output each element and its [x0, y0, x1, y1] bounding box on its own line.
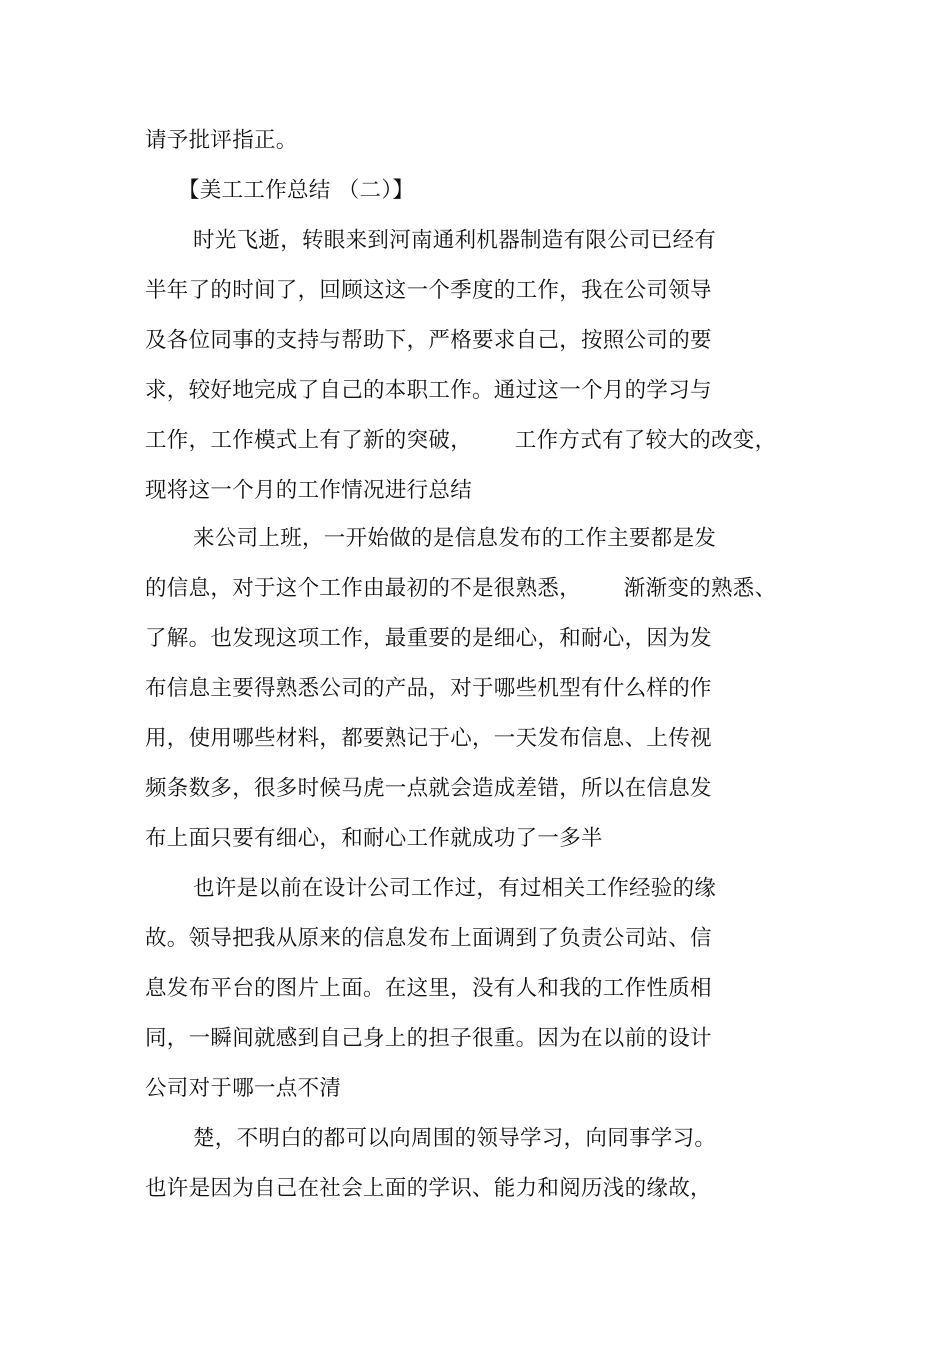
text-line: 的信息，对于这个工作由最初的不是很熟悉， 渐渐变的熟悉、: [145, 576, 777, 601]
text-line: 同，一瞬间就感到自己身上的担子很重。因为在以前的设计: [145, 1026, 712, 1051]
text-line: 用，使用哪些材料，都要熟记于心，一天发布信息、上传视: [145, 726, 712, 751]
text-line: 楚，不明白的都可以向周围的领导学习，向同事学习。: [193, 1126, 717, 1151]
text-line: 半年了的时间了，回顾这这一个季度的工作，我在公司领导: [145, 278, 712, 303]
text-line: 息发布平台的图片上面。在这里，没有人和我的工作性质相: [145, 976, 712, 1001]
text-line: 现将这一个月的工作情况进行总结: [145, 478, 473, 503]
text-line: 请予批评指正。: [145, 128, 298, 153]
text-line: 公司对于哪一点不清: [145, 1076, 342, 1101]
text-line: 了解。也发现这项工作，最重要的是细心，和耐心，因为发: [145, 626, 712, 651]
text-line: 工作，工作模式上有了新的突破， 工作方式有了较大的改变，: [145, 428, 777, 453]
section-heading: 【美工工作总结 （二）】: [178, 178, 415, 203]
text-line: 布上面只要有细心，和耐心工作就成功了一多半: [145, 826, 603, 851]
text-line: 频条数多，很多时候马虎一点就会造成差错，所以在信息发: [145, 776, 712, 801]
text-line: 故。领导把我从原来的信息发布上面调到了负责公司站、信: [145, 926, 712, 951]
text-line: 布信息主要得熟悉公司的产品，对于哪些机型有什么样的作: [145, 676, 712, 701]
text-line: 时光飞逝，转眼来到河南通利机器制造有限公司已经有: [193, 228, 717, 253]
text-line: 来公司上班，一开始做的是信息发布的工作主要都是发: [193, 526, 717, 551]
text-line: 求，较好地完成了自己的本职工作。通过这一个月的学习与: [145, 378, 712, 403]
text-line: 也许是因为自己在社会上面的学识、能力和阅历浅的缘故，: [145, 1176, 712, 1201]
text-line: 及各位同事的支持与帮助下，严格要求自己，按照公司的要: [145, 328, 712, 353]
text-line: 也许是以前在设计公司工作过，有过相关工作经验的缘: [193, 876, 717, 901]
